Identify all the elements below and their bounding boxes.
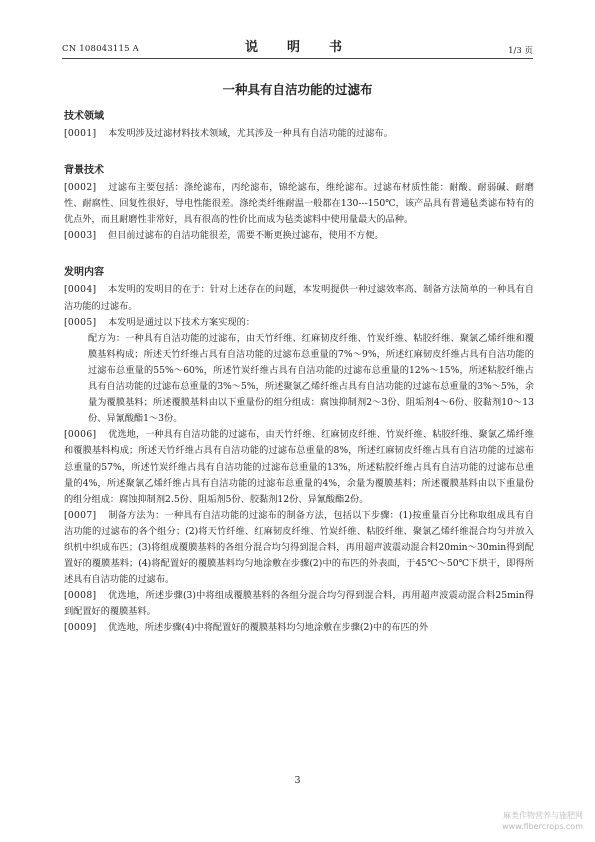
paragraph-0001 xyxy=(64,126,534,142)
paragraph-text: 本发明的发明目的在于：针对上述存在的问题，本发明提供一种过滤效率高、制备方法简单的一种具有自洁功能的过滤布。 xyxy=(64,284,534,312)
paragraph-number: [0007] xyxy=(64,509,97,521)
paragraph-0009 xyxy=(64,620,534,636)
section-heading-summary: 发明内容 xyxy=(64,267,104,279)
paragraph-text: 优选地，所述步骤(3)中将组成覆膜基料的各组分混合均匀得到混合料，再用超声波震动混合料25min得到配置好的覆膜基料。 xyxy=(64,590,534,618)
document-title: 一种具有自洁功能的过滤布 xyxy=(222,82,373,97)
paragraph-text: 优选地，所述步骤(4)中将配置好的覆膜基料均匀地涂敷在步骤(2)中的布匹的外 xyxy=(108,622,429,634)
paragraph-number: [0005] xyxy=(64,316,97,328)
paragraph-text: 本发明涉及过滤材料技术领域，尤其涉及一种具有自洁功能的过滤布。 xyxy=(108,128,393,139)
page-number: 3 xyxy=(294,775,301,786)
section-heading-background: 背景技术 xyxy=(64,165,104,177)
watermark-site-name: 麻类作物营养与施肥网 xyxy=(503,811,583,820)
document-body xyxy=(64,108,534,637)
paragraph-number: [0004] xyxy=(64,284,97,296)
paragraph-text: 但目前过滤布的自洁功能很差，需要不断更换过滤布，使用不方便。 xyxy=(108,230,384,242)
paragraph-text: 制备方法为：一种具有自洁功能的过滤布的制备方法，包括以下步骤：(1)按重量百分比称取组成具有自洁功能的过滤布的各个组分；(2)将天竹纤维、红麻韧皮纤维、竹炭纤维、粘胶纤维、聚氯乙烯纤维混合均匀并放入织机中织成布匹；(3)将组成覆膜基料的各组分混合均匀得到混合料，再用超声波震动混合料20min～30min得到配置好的覆膜基料；(4)将配置好的覆膜基料均匀地涂敷在步骤(2)中的布匹的外表面，于45℃～50℃下烘干，即得所述具有自洁功能的过滤布。 xyxy=(64,509,534,586)
paragraph-0005 xyxy=(64,315,534,331)
paragraph-number: [0003] xyxy=(64,230,97,242)
paragraph-number: [0002] xyxy=(64,182,97,194)
watermark-url: www.fibercrops.com xyxy=(502,822,583,831)
paragraph-text: 本发明是通过以下技术方案实现的： xyxy=(108,316,255,328)
paragraph-0006 xyxy=(64,427,534,507)
header-rule xyxy=(62,58,533,59)
paragraph-text: 优选地，一种具有自洁功能的过滤布，由天竹纤维、红麻韧皮纤维、竹炭纤维、粘胶纤维、聚氯乙烯纤维和覆膜基料构成；所述天竹纤维占具有自洁功能的过滤布总重量的8%，所述红麻韧皮纤维占具有自洁功能的过滤布总重量的57%，所述竹炭纤维占具有自洁功能的过滤布总重量的13%，所述粘胶纤维占具有自洁功能的过滤布总重量的4%，所述聚氯乙烯纤维占具有自洁功能的过滤布总重量的4%，余量为覆膜基料；所述覆膜基料由以下重量份的组分组成：腐蚀抑制剂2.5份、阻垢剂5份、胶黏剂12份、异氰酸酯2份。 xyxy=(64,429,534,505)
document-type: 说 明 书 xyxy=(244,40,350,55)
paragraph-number: [0001] xyxy=(64,128,97,139)
paragraph-0003 xyxy=(64,228,534,244)
paragraph-0002 xyxy=(64,180,534,228)
publication-number: CN 108043115 A xyxy=(62,44,139,54)
paragraph-number: [0009] xyxy=(64,622,97,634)
page-header xyxy=(62,36,533,58)
paragraph-number: [0006] xyxy=(64,429,97,441)
section-heading-technical-field: 技术领域 xyxy=(64,111,104,122)
paragraph-0004 xyxy=(64,282,534,314)
paragraph-0008 xyxy=(64,588,534,620)
paragraph-0007 xyxy=(64,508,534,588)
watermark xyxy=(502,810,583,832)
paragraph-number: [0008] xyxy=(64,590,97,602)
paragraph-0005-formula: 配方为：一种具有自洁功能的过滤布，由天竹纤维、红麻韧皮纤维、竹炭纤维、粘胶纤维、聚氯乙烯纤维和覆膜基料构成；所述天竹纤维占具有自洁功能的过滤布总重量的7%～9%，所述红麻韧皮纤维占具有自洁功能的过滤布总重量的55%～60%，所述竹炭纤维占具有自洁功能的过滤布总重量的12%～15%，所述粘胶纤维占具有自洁功能的过滤布总重量的3%～5%，所述聚氯乙烯纤维占具有自洁功能的过滤布总重量的3%～5%，余量为覆膜基料；所述覆膜基料由以下重量份的组分组成：腐蚀抑制剂2～3份、阻垢剂4～6份、胶黏剂10～13份、异氰酸酯1～3份。 xyxy=(88,332,534,425)
page-indicator: 1/3 页 xyxy=(508,46,533,56)
paragraph-text: 过滤布主要包括：涤纶滤布，丙纶滤布，锦纶滤布，维纶滤布。过滤布材质性能：耐酸、耐弱碱、耐磨性、耐腐性、回复性很好，导电性能很差。涤纶类纤维耐温一般都在130---150℃，该产品具有普通毡类滤布特有的优点外，而且耐磨性非常好，具有很高的性价比而成为毡类滤料中使用量最大的品种。 xyxy=(64,182,534,226)
